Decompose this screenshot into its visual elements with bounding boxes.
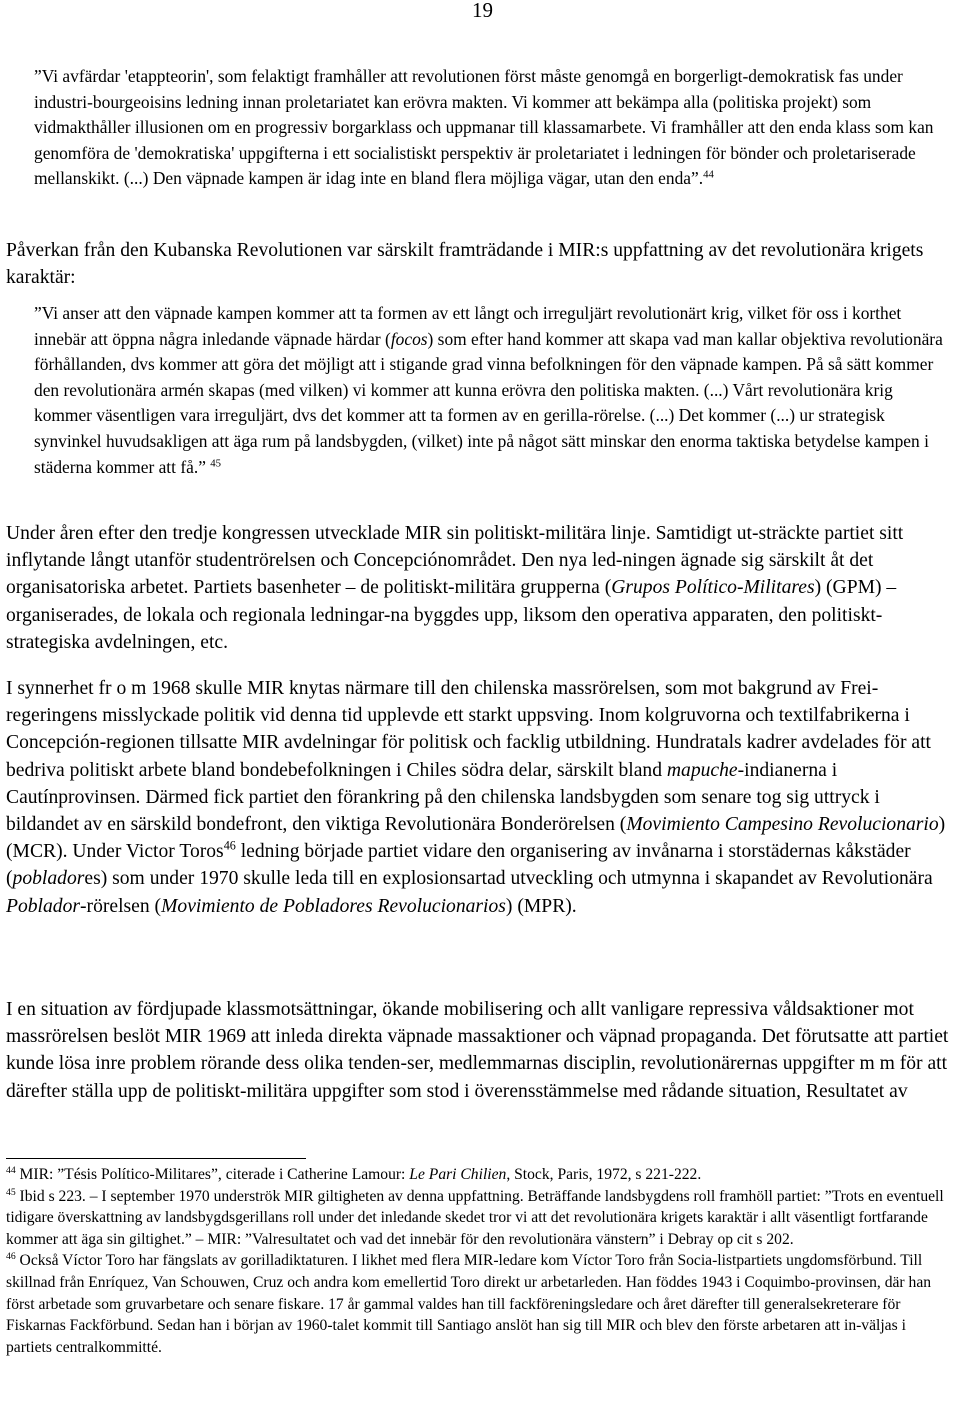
footnote-ref-45[interactable]: 45 — [210, 456, 222, 469]
footnote-number: 44 — [6, 1165, 16, 1177]
italic-term: mapuche — [666, 759, 738, 781]
italic-term: poblador — [12, 868, 85, 890]
footnote-44 — [6, 1164, 952, 1186]
footnote-text: MIR: ”Tésis Político-Militares”, citerade i Catherine Lamour: — [15, 1166, 410, 1183]
paragraph-text: I synnerhet fr o m 1968 skulle MIR knytas närmare till den chilenska massrörelsen, som mot bakgrund av Frei-regeringens misslyckade politik vid denna tid upplevde ett starkt uppsving. Inom kolgruvorna och textilfabrikerna i Concepción-regionen tillsatte MIR avdelningar för politisk och facklig utbildning. Hundratals kadrer avdelades för att bedriva politiskt arbete bland bondebefolkningen i Chiles södra delar, särskilt bland — [6, 678, 931, 781]
footnote-46 — [6, 1250, 952, 1358]
quote-italic-term: focos — [390, 328, 428, 349]
footnotes — [6, 1164, 952, 1358]
footnote-ref-44[interactable]: 44 — [703, 168, 714, 181]
quote-close-mark: ”. — [691, 168, 704, 189]
paragraph-text: -rörelsen ( — [80, 895, 162, 917]
quote-text: Vi avfärdar 'etappteorin', som felaktigt framhåller att revolutionen först måste genomgå en borgerligt-demokratisk fas under industri-bourgeoisins ledning innan proletariatet kan erövra makten. Vi kommer att bekämpa alla (politiska projekt) som vidmakthåller illusionen om en progressiv borgarklass och uppmanar till klassamarbete. Vi framhåller att den enda klass som kan genomföra de 'demokratiska' uppgifterna i ett socialistiskt perspektiv är proletariatet i ledningen för bönder och proletariserade mellanskikt. (...) Den väpnade kampen är idag inte en bland flera möjliga vägar, utan den enda — [34, 66, 934, 189]
quote-text: Vi anser att den väpnade kampen kommer att ta formen av ett långt och irreguljärt revolutionärt krig, vilket för oss i korthet innebär att öppna några inledande väpnade härdar ( — [34, 303, 902, 349]
italic-term: Poblador — [6, 895, 81, 917]
paragraph-text: Under åren efter den tredje kongressen utvecklade MIR sin politiskt-militära linje. Samtidigt ut-sträckte partiet sitt inflytande långt utanför studentrörelsen och Concepciónområdet. Den nya led-ningen ägnade sig särskilt åt det organisatoriska arbetet. Partiets basenheter – de politiskt-militära grupperna ( — [6, 523, 904, 599]
paragraph-text: ledning började partiet vidare den organisering av invånarna i storstädernas kåkstäder ( — [6, 841, 911, 890]
paragraph-text: ) (MCR). Under Victor Toros — [6, 814, 946, 863]
paragraph-tredje-kongressen — [6, 520, 952, 656]
page-number: 19 — [472, 0, 493, 22]
paragraph-text: ) (MPR). — [505, 895, 577, 917]
quote-open-mark: ” — [34, 303, 42, 323]
paragraph-text: I en situation av fördjupade klassmotsättningar, ökande mobilisering och allt vanligare repressiva våldsaktioner mot massrörelsen beslöt MIR 1969 att inleda direkta väpnade massaktioner och väpnad propaganda. Det förutsatte att partiet kunde lösa inre problem rörande dess olika tenden-ser, medlemmarnas disciplin, revolutionärernas uppgifter m m för att därefter ställa upp de politiskt-militära uppgifter som stod i överensstämmelse med rådande situation, Resultatet av — [6, 999, 949, 1102]
quote-open-mark: ” — [34, 66, 42, 86]
paragraph-text: -indianerna i Cautínprovinsen. Därmed fick partiet den förankring på den chilenska landsbygden som senare tog sig uttryck i bildandet av en särskild bondefront, den viktiga Revolutionära Bonderörelsen ( — [6, 759, 880, 836]
footnote-number: 46 — [6, 1251, 16, 1263]
italic-term: Grupos Político-Militares — [611, 577, 815, 599]
italic-term: Movimiento de Pobladores Revolucionarios — [161, 895, 506, 917]
block-quote-vapnade-kampen — [34, 301, 950, 480]
footnote-text: Också Víctor Toro har fängslats av gorilladiktaturen. I likhet med flera MIR-ledare kom Víctor Toro från Socia-listpartiets ungdomsförbund. Till skillnad från Enríquez, Van Schouwen, Cruz och andra kom emellertid Toro direkt ur arbetarleden. Han föddes 1943 i Coquimbo-provinsen, där han först arbetade som gruvarbetare och senare fiskare. 17 år gammal valdes han till fackföreningsledare och året därefter till generalsekreterare för Fiskarnas Fackförbund. Sedan han i början av 1960-talet kommit till Santiago anslöt han sig till MIR och blev den förste arbetaren att in-väljas i partiets centralkommitté. — [6, 1252, 932, 1356]
paragraph-klassmotsattningar — [6, 996, 952, 1105]
italic-term: Movimiento Campesino Revolucionario — [626, 814, 939, 836]
footnote-number: 45 — [6, 1186, 16, 1198]
footnote-divider — [6, 1158, 306, 1159]
paragraph-text: es) som under 1970 skulle leda till en explosionsartad utveckling och utmynna i skapandet av Revolutionära — [84, 868, 933, 890]
block-quote-etappteorin — [34, 64, 950, 192]
paragraph-text: ) (GPM) – organiserades, de lokala och regionala ledningar-na byggdes upp, liksom den operativa apparaten, den politiskt-strategiska avdelningen, etc. — [6, 577, 897, 653]
footnote-ref-46[interactable]: 46 — [223, 838, 236, 853]
paragraph-kubanska-revolutionen — [6, 237, 952, 291]
footnote-45 — [6, 1186, 952, 1251]
footnote-text: Ibid s 223. – I september 1970 underströk MIR giltigheten av denna uppfattning. Beträffande landsbygdens roll framhöll partiet: ”Trots en eventuell tidigare överskattning av landsbygdsgerillans roll under det inledande skedet tror vi att det revolutionära krigets karaktär i allt väsentligt fortfarande kommer att äga sin giltighet.” – MIR: ”Valresultatet och vad det innebär för den revolutionära vänstern” i Debray op cit s 202. — [6, 1187, 944, 1248]
footnote-text: , Stock, Paris, 1972, s 221-222. — [506, 1166, 702, 1183]
footnote-italic-title: Le Pari Chilien — [409, 1166, 507, 1183]
paragraph-text: Påverkan från den Kubanska Revolutionen var särskilt framträdande i MIR:s uppfattning av det revolutionära krigets karaktär: — [6, 240, 924, 289]
quote-text: ) som efter hand kommer att skapa vad man kallar objektiva revolutionära förhållanden, dvs kommer att göra det möjligt att i stigande grad vinna befolkningen för den väpnade kampen. På så sätt kommer den revolutionära armén skapas (med vilken) vi kommer att kunna erövra den politiska makten. (...) Vårt revolutionära krig kommer väsentligen vara irreguljärt, dvs det kommer att ta formen av en gerilla-rörelse. (...) Det kommer (...) ur strategisk synvinkel huvudsakligen att äga rum på landsbygden, (vilket) inte på något sätt minskar den enorma taktiska betydelse kampen i städerna kommer att få. — [34, 328, 943, 477]
quote-close-mark: ” — [198, 456, 206, 477]
paragraph-massrorelsen — [6, 675, 952, 920]
